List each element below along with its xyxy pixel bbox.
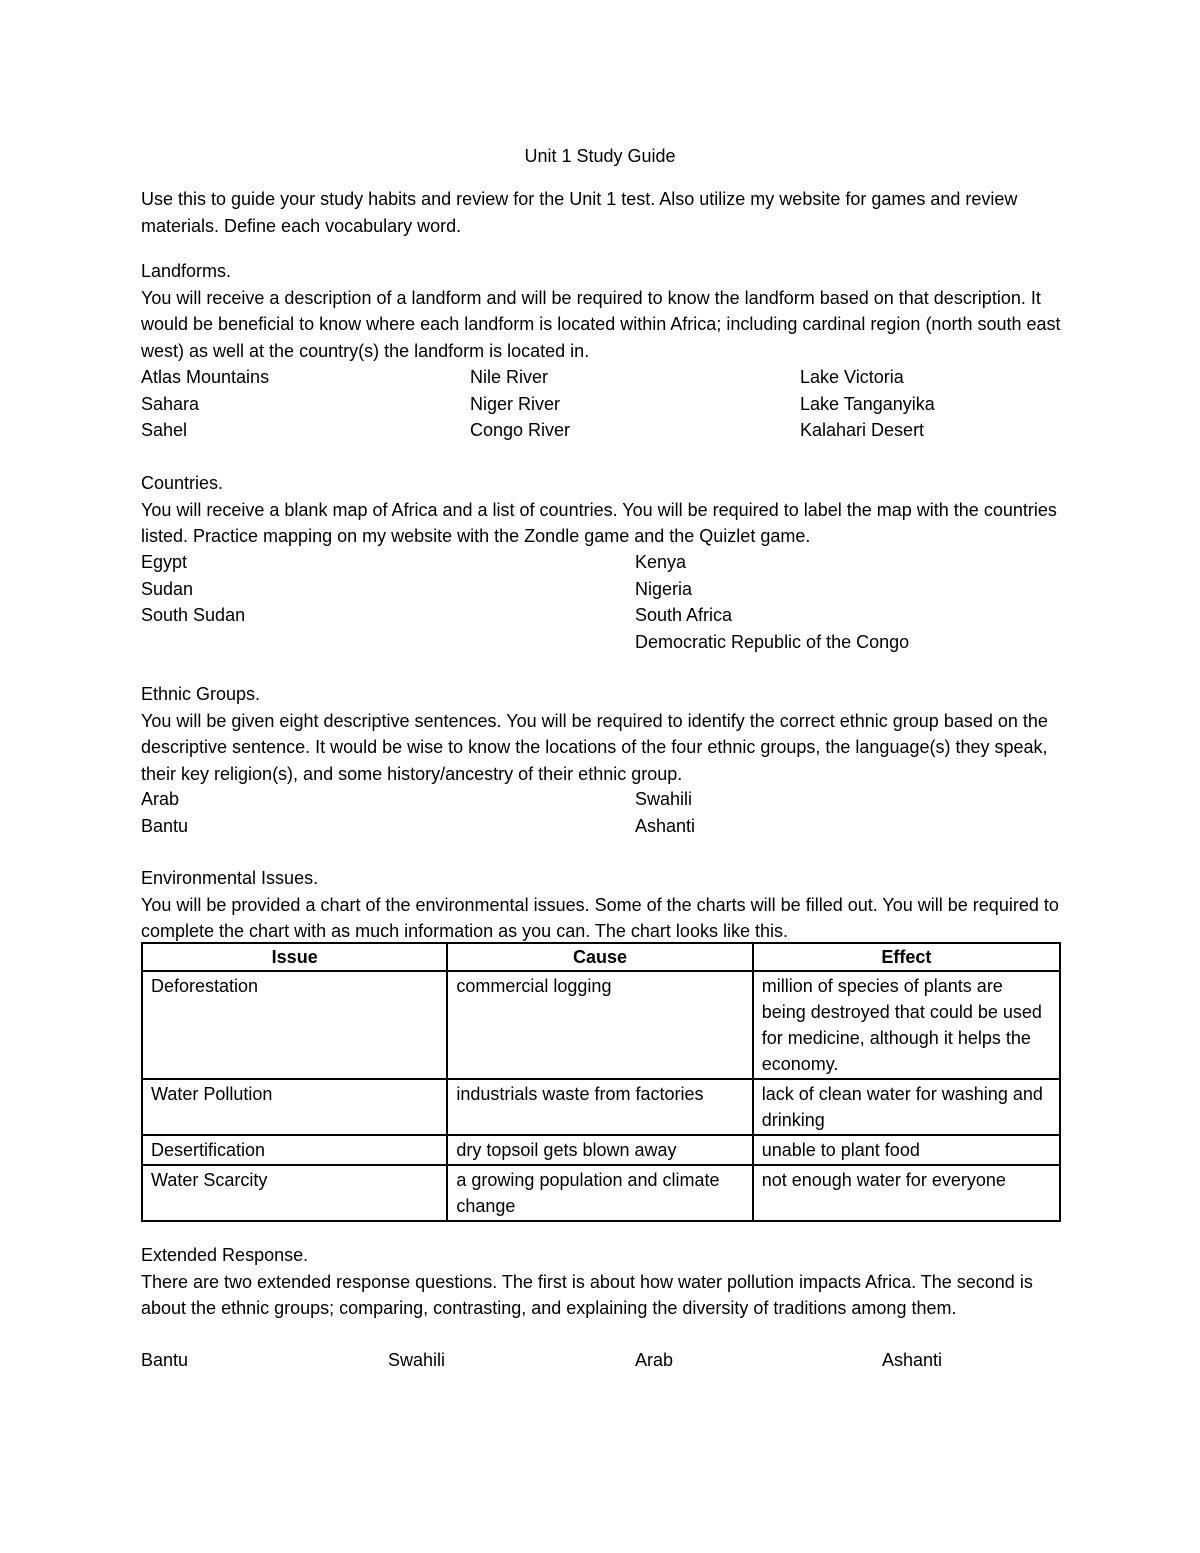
list-row (141, 364, 1081, 391)
column-header-issue: Issue (142, 943, 447, 971)
list-row (141, 786, 1041, 813)
list-item: Nile River (470, 367, 549, 387)
list-item: Swahili (635, 789, 693, 809)
table-cell: Desertification (142, 1135, 447, 1165)
table-cell: not enough water for everyone (753, 1165, 1060, 1221)
landforms-description: You will receive a description of a landform and will be required to know the landform based on that description. It would be beneficial to know where each landform is located within Africa; including cardinal region (north south east west) as well at the country(s) the landform is located in. (141, 287, 1061, 361)
list-row (141, 1347, 1081, 1374)
environmental-section (141, 865, 1061, 945)
table-row (142, 971, 1060, 1079)
list-item: Lake Tanganyika (800, 393, 935, 414)
list-item: Ashanti (635, 815, 696, 836)
table-cell: a growing population and climate change (447, 1165, 752, 1221)
table-cell: unable to plant food (753, 1135, 1060, 1165)
list-item: Sudan (141, 578, 194, 599)
countries-heading: Countries. (141, 473, 224, 493)
list-item: South Africa (635, 605, 733, 625)
table-cell: commercial logging (447, 971, 752, 1079)
landforms-section (141, 258, 1061, 364)
environmental-description: You will be provided a chart of the environmental issues. Some of the charts will be filled out. You will be required to complete the chart with as much information as you can. The chart looks like this. (141, 894, 1059, 941)
ethnic-description: You will be given eight descriptive sentences. You will be required to identify the correct ethnic group based on the descriptive sentence. It would be wise to know the locations of the four ethnic groups, the language(s) they speak, their key religion(s), and some history/ancestry of their ethnic group. (141, 710, 1048, 784)
list-item: Arab (635, 1350, 674, 1370)
table-header-row (142, 943, 1060, 971)
column-header-cause: Cause (447, 943, 752, 971)
list-item: Niger River (470, 393, 561, 414)
list-item: Ashanti (882, 1350, 943, 1370)
list-item: Swahili (388, 1350, 446, 1370)
list-item: Egypt (141, 552, 188, 572)
list-item: Atlas Mountains (141, 367, 270, 387)
column-header-effect: Effect (753, 943, 1060, 971)
list-item: Bantu (141, 815, 189, 836)
page-title: Unit 1 Study Guide (524, 146, 676, 166)
list-row (141, 391, 1081, 418)
list-row (141, 576, 1041, 603)
list-item: Sahel (141, 420, 188, 440)
table-cell: Water Scarcity (142, 1165, 447, 1221)
extended-description: There are two extended response questions. The first is about how water pollution impacts Africa. The second is about the ethnic groups; comparing, contrasting, and explaining the diversity of traditions among them. (141, 1271, 1033, 1318)
list-item: Democratic Republic of the Congo (635, 631, 910, 652)
ethnic-list (141, 786, 1041, 839)
table-cell: dry topsoil gets blown away (447, 1135, 752, 1165)
countries-description: You will receive a blank map of Africa and a list of countries. You will be required to label the map with the countries listed. Practice mapping on my website with the Zondle game and the Quizlet game. (141, 499, 1057, 546)
extended-list (141, 1347, 1081, 1374)
extended-section (141, 1242, 1061, 1322)
environmental-issues-table (141, 942, 1061, 1222)
list-item: Arab (141, 789, 180, 809)
environmental-heading: Environmental Issues. (141, 868, 319, 888)
landforms-list (141, 364, 1081, 444)
countries-list (141, 549, 1041, 655)
list-row (141, 549, 1041, 576)
ethnic-section (141, 681, 1061, 787)
list-item: Kenya (635, 552, 687, 572)
list-row (141, 417, 1081, 444)
table-cell: Water Pollution (142, 1079, 447, 1135)
list-item: Kalahari Desert (800, 420, 925, 440)
list-item (141, 629, 635, 656)
table-cell: Deforestation (142, 971, 447, 1079)
table-cell: industrials waste from factories (447, 1079, 752, 1135)
list-item: Congo River (470, 420, 571, 440)
intro-paragraph: Use this to guide your study habits and review for the Unit 1 test. Also utilize my website for games and review materials. Define each vocabulary word. (141, 189, 1018, 236)
list-row (141, 813, 1041, 840)
list-item: Sahara (141, 393, 200, 414)
list-item: Bantu (141, 1350, 189, 1370)
extended-heading: Extended Response. (141, 1245, 309, 1265)
table-cell: lack of clean water for washing and drinking (753, 1079, 1060, 1135)
table-row (142, 1079, 1060, 1135)
list-item: Nigeria (635, 578, 693, 599)
table-row (142, 1135, 1060, 1165)
table-cell: million of species of plants are being destroyed that could be used for medicine, although it helps the economy. (753, 971, 1060, 1079)
countries-section (141, 470, 1061, 550)
list-row (141, 629, 1041, 656)
list-item: South Sudan (141, 605, 246, 625)
list-row (141, 602, 1041, 629)
ethnic-heading: Ethnic Groups. (141, 684, 261, 704)
landforms-heading: Landforms. (141, 261, 232, 281)
list-item: Lake Victoria (800, 367, 904, 387)
table-row (142, 1165, 1060, 1221)
